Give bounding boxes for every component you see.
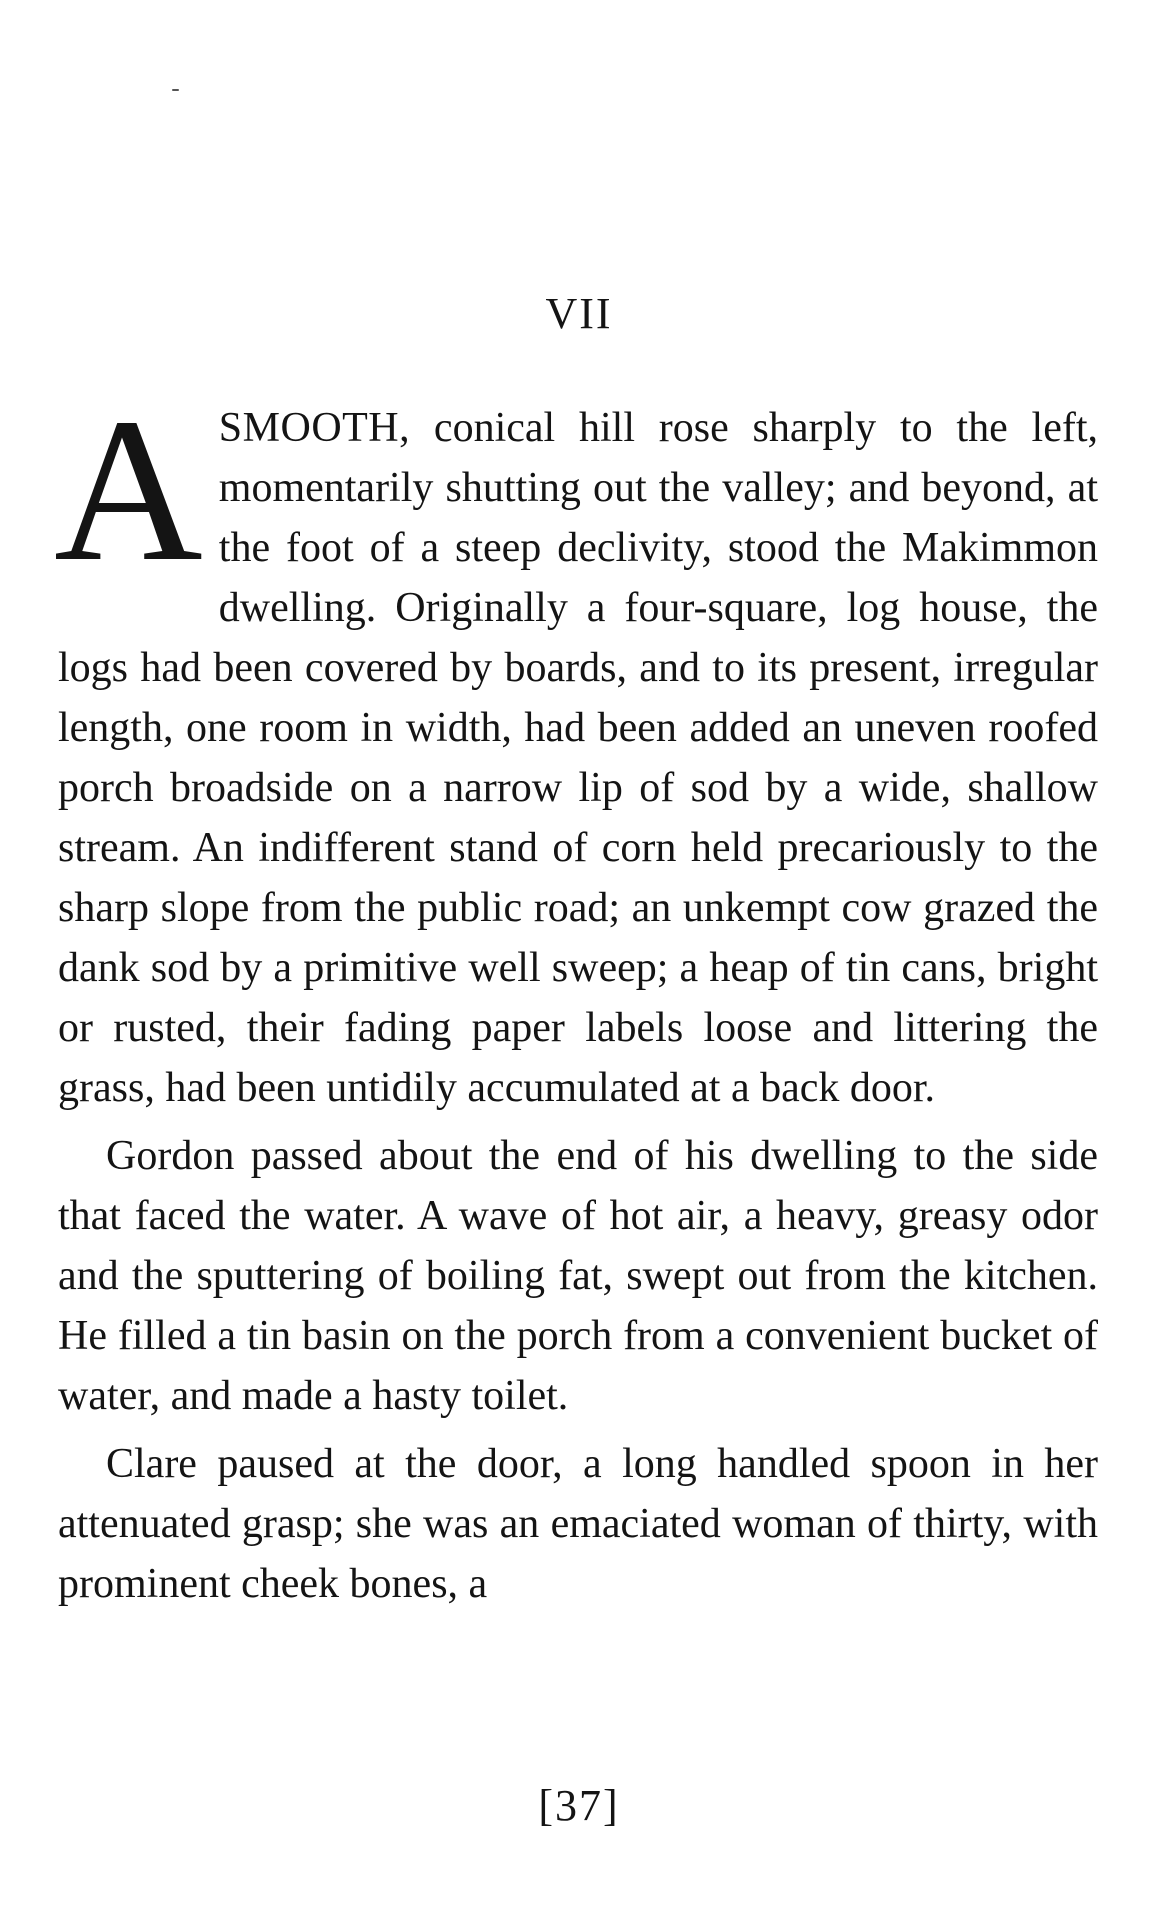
paragraph-1-lead: SMOOTH, [218,405,411,451]
ink-speck [172,89,179,91]
body-text [54,375,1098,1614]
paragraph-1-text: conical hill rose sharply to the left, momentarily shutting out the valley; and beyond, at the foot of a steep declivity, stood the Makimmon dwelling. Originally a four-square, log house, the logs had been covered by boards, and to its present, irregular length, one room in width, had been added an uneven roofed porch broadside on a narrow lip of sod by a wide, shallow stream. An indifferent stand of corn held precariously to the sharp slope from the public road; an unkempt cow grazed the dank sod by a primitive well sweep; a heap of tin cans, bright or rusted, their fading paper labels loose and littering the grass, had been untidily accumulated at a back door. [58,405,1098,1111]
drop-cap: A [54,375,203,604]
chapter-heading: VII [545,289,613,338]
paragraph-1 [54,375,1098,1118]
page-number: [37] [538,1781,620,1830]
paragraph-2: Gordon passed about the end of his dwelling to the side that faced the water. A wave of hot air, a heavy, greasy odor and the sputtering of boiling fat, swept out from the kitchen. He filled a tin basin on the porch from a convenient bucket of water, and made a hasty toilet. [58,1133,1098,1419]
paragraph-3: Clare paused at the door, a long handled spoon in her attenuated grasp; she was an emaciated woman of thirty, with prominent cheek bones, a [58,1441,1098,1607]
